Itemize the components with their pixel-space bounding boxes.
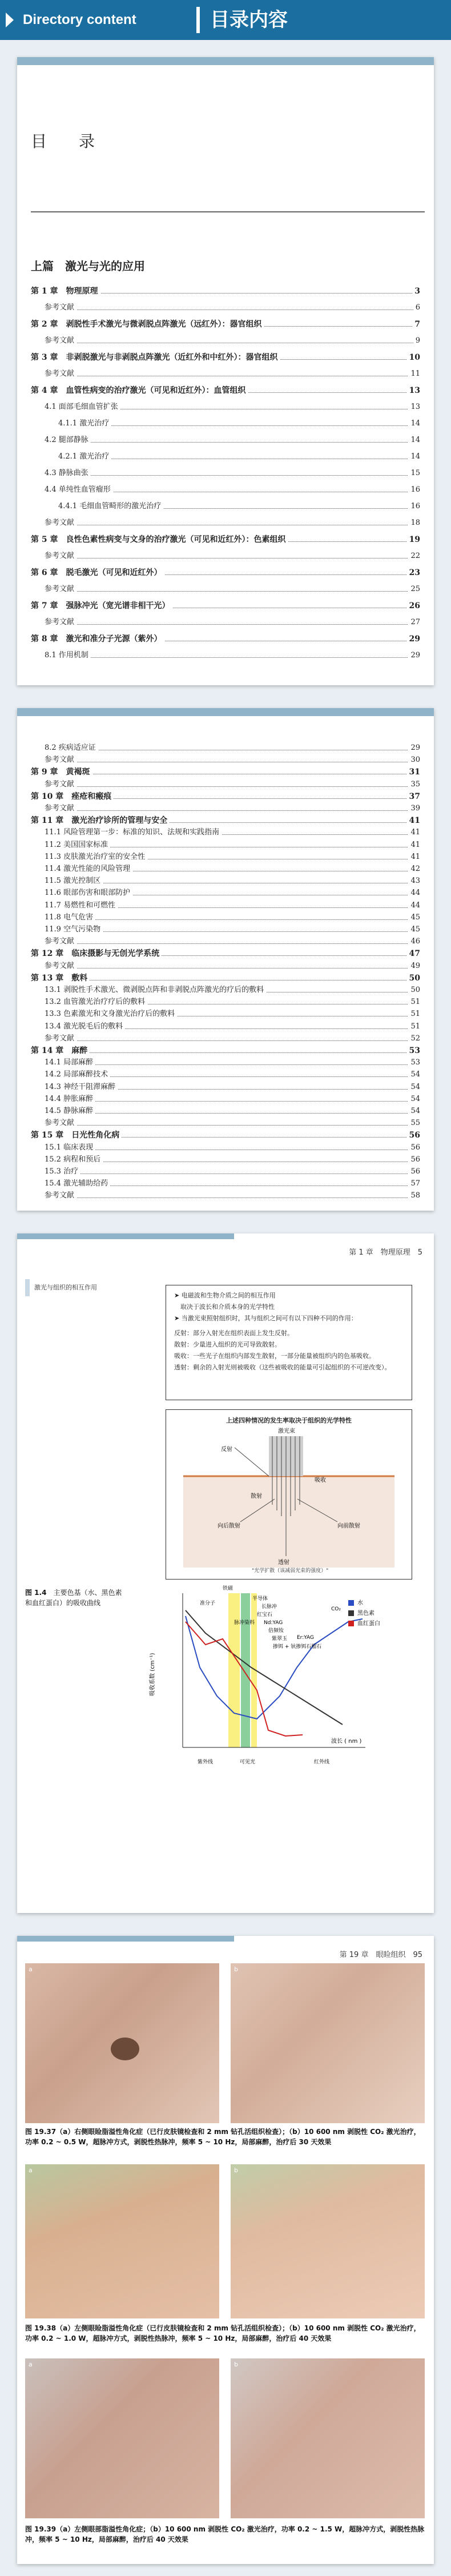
- toc-entry-page: 58: [408, 1190, 420, 1201]
- toc-entry-page: 41: [408, 827, 420, 838]
- toc-entry-page: 52: [408, 1033, 420, 1044]
- toc-entry[interactable]: [31, 534, 420, 545]
- toc-entry-label: 第 6 章 脱毛激光（可见和近红外）: [31, 567, 164, 578]
- toc-entry-page: 54: [408, 1082, 420, 1093]
- toc-entry-page: 46: [408, 936, 420, 947]
- label-reflect: 反射: [221, 1446, 232, 1453]
- toc-entry[interactable]: [45, 827, 420, 838]
- photo-label-a: a: [29, 2167, 33, 2174]
- toc-title: 目 录: [31, 132, 103, 151]
- toc-entry-label: 13.3 色素激光和文身激光治疗后的敷料: [45, 1008, 177, 1020]
- legend-label: 血红蛋白: [357, 1621, 380, 1627]
- bullet-line: 取决于波长和介质本身的光学特性: [174, 1303, 275, 1311]
- page-top-stripe: [17, 57, 434, 65]
- toc-entry[interactable]: [45, 302, 420, 314]
- toc-entry[interactable]: [45, 335, 420, 347]
- page-top-stripe: [17, 708, 434, 716]
- fig-19-37-caption: 图 19.37（a）右侧眼睑脂溢性角化症（已行皮肤镜检查和 2 mm 钻孔活组织检查）；（b）10 600 nm 剥脱性 CO₂ 激光治疗，功率 0.2 ~ 0.5 W，超脉冲方式，剥脱性热脉冲，频率 5 ~ 10 Hz，局部麻醉，治疗后 30 天效果: [25, 2128, 421, 2146]
- toc-entry-page: 50: [408, 984, 420, 996]
- toc-entry[interactable]: [45, 924, 420, 935]
- toc-entry[interactable]: [45, 517, 420, 529]
- toc-entry[interactable]: [45, 1082, 420, 1093]
- bullet-line: ➤ 电磁波和生物介质之间的相互作用: [174, 1292, 276, 1299]
- toc-entry-page: 55: [408, 1118, 420, 1129]
- toc-entry-page: 22: [408, 550, 420, 562]
- box-title: 激光与组织的相互作用: [34, 1284, 97, 1291]
- toc-entry[interactable]: [45, 1190, 420, 1201]
- photo-label-a: a: [29, 1966, 33, 1973]
- legend-swatch: [348, 1610, 354, 1616]
- toc-entry-label: 14.2 局部麻醉技术: [45, 1069, 110, 1080]
- toc-entry[interactable]: [45, 863, 420, 875]
- toc-entry[interactable]: [31, 972, 420, 984]
- toc-entry-page: 35: [408, 779, 420, 790]
- toc-leader-dots: [45, 475, 420, 476]
- toc-entry-page: 14: [408, 418, 420, 429]
- photo-19-37-a: [25, 1963, 219, 2123]
- toc-leader-dots: [45, 1040, 420, 1041]
- chart-annotation: 脉冲染料: [234, 1620, 255, 1626]
- toc-entry-label: 13.4 激光脱毛后的敷料: [45, 1021, 125, 1032]
- toc-entry-page: 16: [408, 484, 420, 496]
- toc-entry-page: 29: [408, 742, 420, 754]
- toc-entry-label: 11.2 美国国家标准: [45, 839, 110, 851]
- chart-annotation: Er:YAG: [297, 1635, 315, 1641]
- toc-entry[interactable]: [31, 1130, 420, 1141]
- fig-19-38-caption: 图 19.38（a）左侧眼睑脂溢性角化症（已行皮肤镜检查和 2 mm 钻孔活组织检查）；（b）10 600 nm 剥脱性 CO₂ 激光治疗，功率 0.2 ~ 1.0 W，超脉冲方式，剥脱性热脉冲，频率 5 ~ 10 Hz，局部麻醉，治疗后 40 天效果: [25, 2324, 421, 2342]
- chart-annotation: 可见光: [240, 1759, 256, 1765]
- header-divider: [196, 7, 200, 33]
- toc-entry-page: 51: [408, 1008, 420, 1020]
- toc-entry[interactable]: [45, 1057, 420, 1068]
- toc-entry-page: 47: [407, 948, 420, 959]
- toc-entry-label: 第 13 章 敷料: [31, 972, 90, 984]
- toc-entry[interactable]: [31, 567, 420, 578]
- laser-band: [241, 1593, 250, 1747]
- toc-leader-dots: [45, 1197, 420, 1198]
- toc-entry-page: 51: [408, 996, 420, 1008]
- photo-label-b: b: [234, 2361, 238, 2368]
- toc-entry-label: 15.1 临床表现: [45, 1142, 95, 1154]
- legend-swatch: [348, 1621, 354, 1626]
- label-forward-scatter: 向前散射: [337, 1523, 360, 1529]
- toc-entry-label: 参考文献: [45, 368, 76, 380]
- toc-leader-dots: [45, 943, 420, 944]
- toc-leader-dots: [45, 657, 420, 658]
- toc-entry-page: 27: [408, 617, 420, 628]
- toc-entry-page: 37: [407, 791, 420, 802]
- toc-leader-dots: [45, 1064, 420, 1065]
- toc-entry-label: 11.1 风险管理第一步：标准的知识、法规和实践指南: [45, 827, 222, 838]
- toc-entry-page: 11: [408, 368, 420, 380]
- page-top-stripe: [17, 1936, 234, 1942]
- photo-19-38-b: [231, 2164, 425, 2318]
- laser-tissue-svg: [166, 1425, 412, 1579]
- header-title-en: Directory content: [23, 12, 136, 27]
- y-axis-label: 吸收系数 (cm⁻¹): [150, 1653, 156, 1696]
- toc-entry[interactable]: [45, 650, 420, 661]
- toc-entry[interactable]: [45, 887, 420, 899]
- toc-entry[interactable]: [58, 501, 420, 512]
- toc-entry-label: 4.1.1 激光治疗: [58, 418, 111, 429]
- toc-entry[interactable]: [31, 633, 420, 645]
- toc-entry-page: 31: [407, 766, 420, 778]
- bullet-line: 吸收：一些光子在组织内部发生散射，一部分能量被组织内的色基吸收。: [174, 1352, 375, 1360]
- toc-entry-page: 44: [408, 900, 420, 911]
- running-head: 第 19 章 眼睑组织 95: [339, 1951, 422, 1959]
- series-melanin-line: [186, 1610, 343, 1725]
- chart-annotation: 准分子: [200, 1601, 216, 1606]
- toc-entry-page: 54: [408, 1094, 420, 1105]
- chart-legend: [348, 1599, 380, 1627]
- toc-leader-dots: [45, 591, 420, 592]
- label-scatter: 散射: [251, 1493, 262, 1500]
- sample-page-eyelid: [17, 1936, 434, 2564]
- toc-entry-page: 7: [412, 319, 420, 330]
- toc-entry-label: 14.3 神经干阻滞麻醉: [45, 1082, 118, 1093]
- play-icon: [6, 13, 14, 27]
- toc-entry[interactable]: [45, 484, 420, 496]
- toc-entry-page: 14: [408, 435, 420, 446]
- toc-entry-label: 参考文献: [45, 936, 76, 947]
- toc-entry-label: 参考文献: [45, 302, 76, 314]
- toc-entry-label: 4.2 腿部静脉: [45, 435, 91, 446]
- label-beam: 激光束: [278, 1428, 295, 1434]
- page-top-stripe: [17, 1233, 234, 1239]
- toc-entry-page: 56: [408, 1166, 420, 1178]
- toc-entry-label: 第 7 章 强脉冲光（宽光谱非相干光）: [31, 600, 172, 612]
- toc-entry-page: 41: [408, 851, 420, 863]
- toc-entry-page: 19: [407, 534, 420, 545]
- toc-entry-label: 14.4 肿胀麻醉: [45, 1094, 95, 1105]
- interaction-box: [166, 1285, 412, 1400]
- toc-entry-label: 参考文献: [45, 803, 76, 814]
- toc-entry-label: 第 14 章 麻醉: [31, 1045, 90, 1056]
- toc-entry-page: 43: [408, 875, 420, 887]
- toc-entry[interactable]: [31, 319, 420, 330]
- legend-swatch: [348, 1600, 354, 1606]
- toc-entry-label: 14.5 静脉麻醉: [45, 1106, 95, 1117]
- chart-annotation: 长脉冲: [261, 1604, 277, 1610]
- toc-entry-page: 54: [408, 1106, 420, 1117]
- toc-entry-page: 9: [413, 335, 420, 347]
- toc-entry-page: 56: [408, 1154, 420, 1166]
- toc-entry-label: 第 11 章 激光治疗诊所的管理与安全: [31, 815, 170, 826]
- toc-entry-page: 45: [408, 912, 420, 923]
- toc-entry-label: 11.6 眼部伤害和眼部防护: [45, 887, 132, 899]
- toc-entry-label: 第 2 章 剥脱性手术激光与微剥脱点阵激光（远红外）：器官组织: [31, 319, 264, 330]
- toc-entry[interactable]: [45, 779, 420, 790]
- toc-entry-label: 11.5 激光控制区: [45, 875, 103, 887]
- legend-label: 黑色素: [357, 1610, 375, 1617]
- toc-entry-label: 11.7 易燃性和可燃性: [45, 900, 118, 911]
- toc-entry[interactable]: [45, 875, 420, 887]
- toc-entry[interactable]: [45, 984, 420, 996]
- lesion-mark: [111, 2038, 139, 2060]
- toc-entry-label: 4.3 静脉曲张: [45, 468, 91, 479]
- toc-entry[interactable]: [45, 1033, 420, 1044]
- photo-label-b: b: [234, 1966, 238, 1973]
- toc-entry-page: 16: [408, 501, 420, 512]
- toc-entry[interactable]: [45, 1106, 420, 1117]
- toc-entry-page: 15: [408, 468, 420, 479]
- toc-entry[interactable]: [45, 1008, 420, 1020]
- toc-entry-label: 第 3 章 非剥脱激光与非剥脱点阵激光（近红外和中红外）：器官组织: [31, 352, 280, 363]
- toc-entry[interactable]: [31, 286, 420, 297]
- toc-entry[interactable]: [31, 1045, 420, 1056]
- toc-entry-page: 30: [408, 754, 420, 766]
- chart-annotation: 倍频钕: [268, 1628, 284, 1634]
- laser-band: [228, 1593, 240, 1747]
- toc-entry-page: 10: [407, 352, 420, 363]
- toc-entry-label: 参考文献: [45, 1033, 76, 1044]
- toc-entry-label: 第 9 章 黄褐斑: [31, 766, 92, 778]
- toc-entry-label: 4.4 单纯性血管瘤形: [45, 484, 113, 496]
- toc-title-rule: [31, 211, 425, 212]
- toc-entry-label: 参考文献: [45, 1190, 76, 1201]
- toc-entry[interactable]: [45, 1118, 420, 1129]
- chart-annotation: 掺铒 + 钬掺铒石榴石: [273, 1644, 322, 1650]
- toc-entry-label: 第 12 章 临床摄影与无创光学系统: [31, 948, 162, 959]
- bullet-line: 散射：少量进入组织的光可导致散射。: [174, 1341, 281, 1348]
- bullet-line: 透射：剩余的入射光则被吸收（这些被吸收的能量可引起组织的不可逆改变）。: [174, 1364, 391, 1371]
- chart-annotation: 铁磁: [223, 1586, 233, 1592]
- photo-19-39-a: [25, 2358, 219, 2518]
- toc-entry-label: 参考文献: [45, 617, 76, 628]
- toc-entry-page: 23: [407, 567, 420, 578]
- toc-entry-label: 第 5 章 良性色素性病变与文身的治疗激光（可见和近红外）：色素组织: [31, 534, 288, 545]
- laser-bands: [228, 1593, 257, 1747]
- chart-annotation: 半导体: [252, 1596, 268, 1602]
- toc-leader-dots: [45, 1101, 420, 1102]
- chart-annotation: Nd:YAG: [264, 1620, 283, 1626]
- toc-entry-page: 3: [412, 286, 420, 297]
- toc-entry[interactable]: [45, 961, 420, 972]
- toc-entry[interactable]: [45, 1178, 420, 1189]
- toc-entry[interactable]: [31, 791, 420, 802]
- toc-entry-page: 13: [407, 385, 420, 396]
- toc-entry-label: 11.3 皮肤激光治疗室的安全性: [45, 851, 147, 863]
- toc-entry[interactable]: [45, 754, 420, 766]
- toc-entry-label: 参考文献: [45, 584, 76, 595]
- toc-entry[interactable]: [45, 1154, 420, 1166]
- toc-entry-page: 56: [408, 1142, 420, 1154]
- toc-entry[interactable]: [31, 766, 420, 778]
- interaction-diagram: [166, 1409, 412, 1580]
- diagram-caption: 上述四种情况的发生率取决于组织的光学特性: [226, 1417, 352, 1424]
- toc-leader-dots: [45, 1125, 420, 1126]
- interaction-bullets: [174, 1291, 405, 1375]
- toc-entry-page: 53: [407, 1045, 420, 1056]
- fig-caption-text: 主要色基（水、黑色素和血红蛋白）的吸收曲线: [25, 1589, 122, 1607]
- toc-entry-label: 4.4.1 毛细血管畸形的激光治疗: [58, 501, 163, 512]
- bullet-line: 反射：部分入射光在组织表面上发生反射。: [174, 1329, 293, 1337]
- toc-leader-dots: [45, 919, 420, 920]
- toc-entry-page: 29: [408, 650, 420, 661]
- running-head: 第 1 章 物理原理 5: [349, 1248, 422, 1257]
- toc-entry-page: 54: [408, 1069, 420, 1080]
- toc-entry-page: 25: [408, 584, 420, 595]
- toc-entry-page: 41: [408, 839, 420, 851]
- toc-entry[interactable]: [45, 912, 420, 923]
- toc-entry-page: 56: [407, 1130, 420, 1141]
- fig-label: 图 1.4: [25, 1589, 47, 1597]
- toc-entry-label: 8.1 作用机制: [45, 650, 91, 661]
- toc-entry-label: 13.1 剥脱性手术激光、微剥脱点阵和非剥脱点阵激光的疗后的敷料: [45, 984, 266, 996]
- toc-entry-page: 42: [408, 863, 420, 875]
- toc-entry-label: 11.8 电气危害: [45, 912, 95, 923]
- toc-entry-label: 14.1 局部麻醉: [45, 1057, 95, 1068]
- bullet-line: ➤ 当激光束照射组织时，其与组织之间可有以下四种不同的作用：: [174, 1315, 357, 1322]
- toc-entry-page: 29: [407, 633, 420, 645]
- toc-entry[interactable]: [45, 839, 420, 851]
- photo-19-38-a: [25, 2164, 219, 2318]
- toc-entry[interactable]: [31, 948, 420, 959]
- toc-entry-page: 13: [408, 401, 420, 413]
- label-transmit: 透射: [278, 1560, 289, 1566]
- legend-label: 水: [357, 1600, 363, 1606]
- toc-entry-label: 15.3 治疗: [45, 1166, 80, 1178]
- toc-entry-label: 13.2 血管激光治疗疗后的敷料: [45, 996, 147, 1008]
- toc-entry-page: 50: [407, 972, 420, 984]
- toc-entry-label: 4.2.1 激光治疗: [58, 451, 111, 463]
- toc-entry[interactable]: [45, 900, 420, 911]
- toc-leader-dots: [45, 442, 420, 443]
- toc-entry[interactable]: [45, 1069, 420, 1080]
- toc-entry-label: 第 4 章 血管性病变的治疗激光（可见和近红外）：血管组织: [31, 385, 248, 396]
- toc-entry[interactable]: [45, 1166, 420, 1178]
- toc-entry[interactable]: [45, 550, 420, 562]
- toc-entry-label: 15.2 病程和预后: [45, 1154, 103, 1166]
- toc-entry-label: 参考文献: [45, 1118, 76, 1129]
- photo-label-b: b: [234, 2167, 238, 2174]
- toc-entry[interactable]: [31, 600, 420, 612]
- toc-entry[interactable]: [58, 451, 420, 463]
- toc-entry-label: 15.4 激光辅助给药: [45, 1178, 110, 1189]
- toc-entry-label: 4.1 面部毛细血管扩张: [45, 401, 120, 413]
- toc-page-2: [17, 708, 434, 1211]
- toc-leader-dots: [45, 624, 420, 625]
- toc-entry-label: 第 8 章 激光和准分子光源（紫外）: [31, 633, 164, 645]
- photo-19-37-b: [231, 1963, 425, 2123]
- toc-entry[interactable]: [31, 815, 420, 826]
- toc-entry-label: 第 10 章 痤疮和瘢痕: [31, 791, 114, 802]
- toc-entry-page: 49: [408, 961, 420, 972]
- toc-entry-label: 参考文献: [45, 517, 76, 529]
- toc-entry[interactable]: [45, 996, 420, 1008]
- toc-entry-label: 第 15 章 日光性角化病: [31, 1130, 122, 1141]
- toc-entry-label: 参考文献: [45, 961, 76, 972]
- toc-entry-page: 26: [407, 600, 420, 612]
- tissue-layer: [183, 1476, 394, 1568]
- photo-19-39-b: [231, 2358, 425, 2518]
- toc-entry[interactable]: [45, 803, 420, 814]
- chart-annotations: [198, 1585, 341, 1765]
- figure-marker: [25, 1279, 30, 1296]
- toc-entry[interactable]: [45, 617, 420, 628]
- toc-entry[interactable]: [45, 936, 420, 947]
- toc-entry[interactable]: [45, 742, 420, 754]
- toc-entry[interactable]: [31, 385, 420, 396]
- toc-entry-page: 18: [408, 517, 420, 529]
- toc-leader-dots: [45, 786, 420, 787]
- toc-entry-page: 53: [408, 1057, 420, 1068]
- x-axis-label: 波长 ( nm ): [331, 1738, 362, 1745]
- toc-entry[interactable]: [45, 1142, 420, 1154]
- toc-entry-page: 39: [408, 803, 420, 814]
- chart-annotation: 红外线: [314, 1759, 330, 1765]
- toc-entry-label: 参考文献: [45, 779, 76, 790]
- absorption-chart: [143, 1582, 411, 1787]
- toc-entry[interactable]: [45, 1094, 420, 1105]
- fig-19-39-caption: 图 19.39（a）左侧眼部脂溢性角化症；（b）10 600 nm 剥脱性 CO₂ 激光治疗，功率 0.2 ~ 1.5 W，超脉冲方式，剥脱性热脉冲，频率 5 ~ 10 Hz，局部麻醉，治疗后 40 天效果: [25, 2525, 425, 2543]
- toc-entry-page: 51: [408, 1021, 420, 1032]
- toc-entry[interactable]: [45, 851, 420, 863]
- toc-entry-page: 6: [413, 302, 420, 314]
- toc-entry-label: 第 1 章 物理原理: [31, 286, 100, 297]
- toc-leader-dots: [45, 810, 420, 811]
- label-absorb: 吸收: [315, 1477, 326, 1484]
- part-title: 上篇 激光与光的应用: [31, 259, 145, 273]
- toc-page-1: [17, 57, 434, 685]
- toc-entry-page: 14: [408, 451, 420, 463]
- toc-leader-dots: [45, 1113, 420, 1114]
- toc-entry[interactable]: [31, 352, 420, 363]
- chart-annotation: 红宝石: [257, 1612, 273, 1618]
- sample-page-physics: [17, 1233, 434, 1913]
- chart-annotation: 紫翠玉: [272, 1636, 288, 1642]
- toc-entry-label: 参考文献: [45, 754, 76, 766]
- chart-annotation: 紫外线: [198, 1759, 214, 1765]
- section-header: [0, 0, 451, 40]
- diagram-note: "光学扩散（该减弱光束的强度）": [252, 1568, 329, 1574]
- toc-entry[interactable]: [45, 584, 420, 595]
- toc-entry[interactable]: [45, 368, 420, 380]
- toc-entry-label: 参考文献: [45, 335, 76, 347]
- toc-entry-page: 45: [408, 924, 420, 935]
- toc-entry[interactable]: [45, 401, 420, 413]
- toc-entry[interactable]: [58, 418, 420, 429]
- toc-leader-dots: [58, 425, 420, 426]
- fig-1-4-caption: [25, 1588, 122, 1608]
- toc-entry-label: 11.4 激光性能的风险管理: [45, 863, 132, 875]
- toc-entry[interactable]: [45, 468, 420, 479]
- toc-entry[interactable]: [45, 435, 420, 446]
- toc-entry-page: 44: [408, 887, 420, 899]
- toc-entry-label: 11.9 空气污染物: [45, 924, 103, 935]
- toc-entry-label: 8.2 疾病适应证: [45, 742, 98, 754]
- toc-entry-page: 41: [407, 815, 420, 826]
- toc-entry-label: 参考文献: [45, 550, 76, 562]
- toc-entry-page: 57: [408, 1178, 420, 1189]
- photo-label-a: a: [29, 2361, 33, 2368]
- toc-entry[interactable]: [45, 1021, 420, 1032]
- reflect-arrow: [235, 1448, 269, 1476]
- label-back-scatter: 向后散射: [218, 1523, 240, 1529]
- header-title-zh: 目录内容: [210, 9, 288, 31]
- chart-annotation: CO₂: [331, 1606, 341, 1612]
